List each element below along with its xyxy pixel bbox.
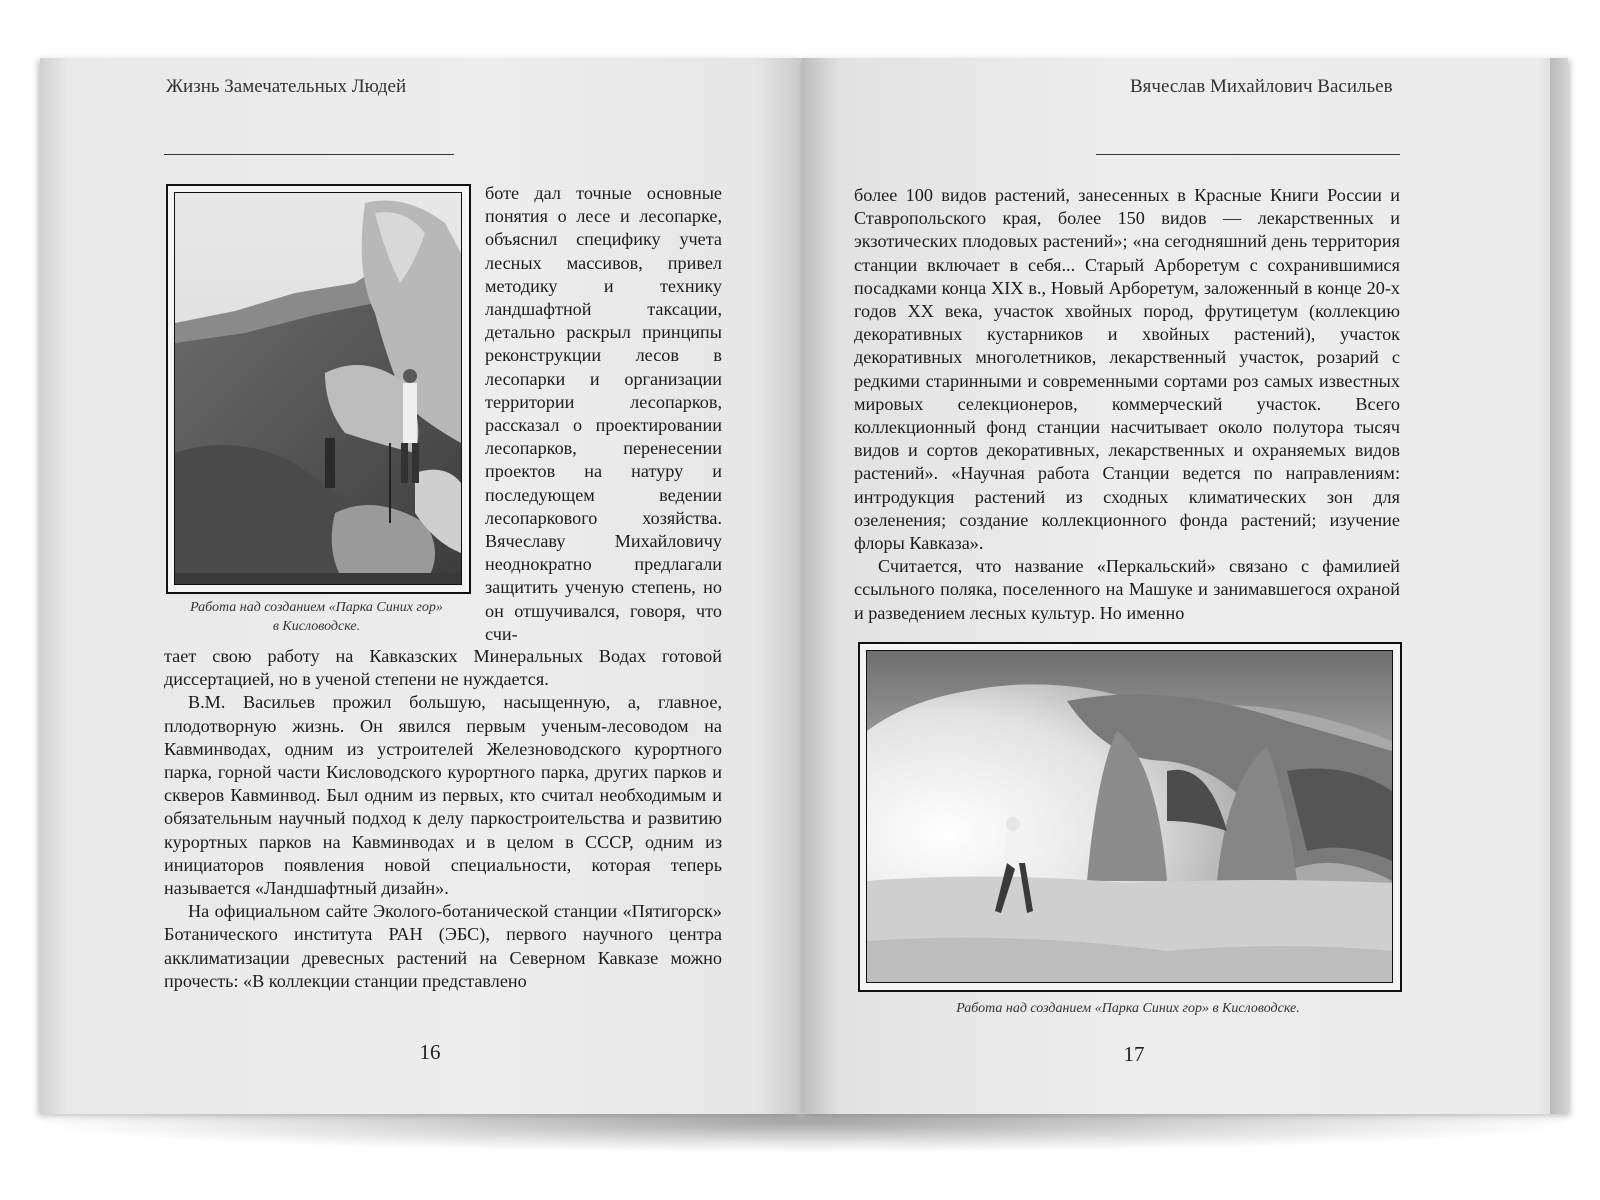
left-paragraph-3: На официальном сайте Эколого-ботанической станции «Пятигорск» Ботанического института РАН (ЭБС), первого научного центра акклиматизации древесных растений на Северном Кавказе можно прочесть: «В коллекции станции представлено	[164, 901, 722, 991]
left-page-number: 16	[419, 1040, 441, 1064]
left-caption-line1: Работа над созданием «Парка Синих гор»	[190, 600, 443, 615]
left-wrap-text	[485, 182, 722, 646]
left-figure-frame	[166, 184, 471, 594]
right-photo-cave-arches	[866, 650, 1393, 983]
left-paragraph-2: В.М. Васильев прожил большую, насыщенную, а, главное, плодотворную жизнь. Он явился первым ученым-лесоводом на Кавминводах, одним из устроителей Железноводского курортного парка, горной части Кисловодского курортного парка, других парков и скверов Кавминвод. Был одним из первых, кто считал необходимым и обязательным научный подход к делу паркостроительства и развитию курортных парков на Кавминводах и в целом в СССР, одним из инициаторов появления новой специальности, которая теперь называется «Ландшафтный дизайн».	[164, 692, 722, 899]
right-figure-caption: Работа над созданием «Парка Синих гор» в Кисловодске.	[956, 1001, 1300, 1016]
right-header-rule	[1096, 154, 1400, 155]
right-page-edge	[1550, 58, 1568, 1114]
left-header-rule	[164, 154, 454, 155]
right-running-head: Вячеслав Михайлович Васильев	[1130, 76, 1393, 97]
left-caption-line2: в Кисловодске.	[272, 619, 361, 634]
left-photo-rocky-slope	[174, 192, 462, 585]
right-main-text	[854, 184, 1400, 625]
left-paragraph-1-end: тает свою работу на Кавказских Минеральных Водах готовой диссертацией, но в ученой степени не нуждается.	[164, 646, 722, 690]
right-page-number: 17	[1123, 1042, 1145, 1066]
left-main-text	[164, 645, 722, 993]
right-paragraph-2: Считается, что название «Перкальский» связано с фамилией ссыльного поляка, поселенного на Машуке и занимавшегося охраной и разведением лесных культур. Но именно	[854, 556, 1400, 623]
right-figure-frame	[858, 642, 1402, 992]
left-figure-caption	[166, 598, 467, 636]
left-running-head: Жизнь Замечательных Людей	[166, 76, 407, 97]
wrap-paragraph: боте дал точные основные понятия о лесе и лесопарке, объяснил специфику учета лесных массивов, привел методику и технику ландшафтной таксации, детально раскрыл принципы реконструкции лесов в лесопарки и организации территории лесопарков, рассказал о проектировании лесопарков, перенесении проектов на натуру и последующем ведении лесопаркового хозяйства. Вячеславу Михайловичу неоднократно предлагали защитить ученую степень, но он отшучивался, говоря, что счи-	[485, 183, 722, 644]
right-paragraph-1: более 100 видов растений, занесенных в Красные Книги России и Ставропольского края, более 150 видов — лекарственных и экзотических плодовых растений»; «на сегодняшний день территория станции включает в себя... Старый Арборетум с сохранившимися посадками конца XIX в., Новый Арборетум, заложенный в конце 20-х годов XX века, участок хвойных пород, фрутицетум (коллекцию декоративных кустарников и хвойных растений), участок декоративных многолетников, лекарственный участок, розарий с редкими старинными и современными сортами роз самых известных мировых селекционеров, коммерческий участок. Всего коллекционный фонд станции насчитывает около полутора тысяч видов и сортов декоративных, лекарственных и охраняемых видов растений». «Научная работа Станции ведется по направлениям: интродукция растений из сходных климатических зон для озеленения; создание коллекционного фонда растений; изучение флоры Кавказа».	[854, 185, 1400, 554]
